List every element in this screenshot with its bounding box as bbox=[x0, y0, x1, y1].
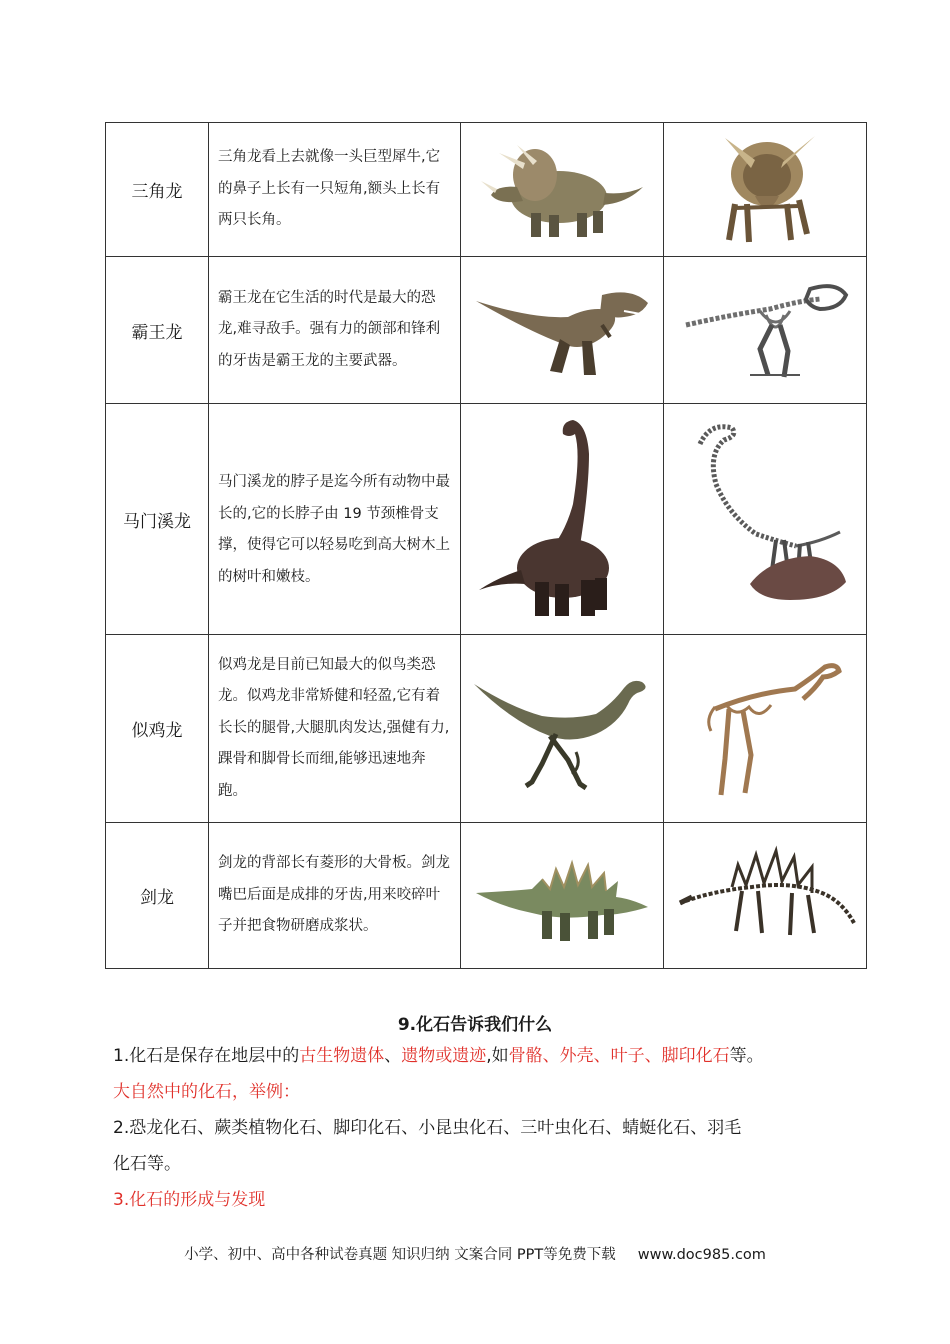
gallimimus-skeleton-icon bbox=[685, 659, 845, 799]
dinosaur-description: 剑龙的背部长有菱形的大骨板。剑龙嘴巴后面是成排的牙齿,用来咬碎叶子并把食物研磨成浆状。 bbox=[209, 823, 461, 969]
dinosaur-description: 似鸡龙是目前已知最大的似鸟类恐龙。似鸡龙非常矫健和轻盈,它有着长长的腿骨,大腿肌肉发达,强健有力,踝骨和脚骨长而细,能够迅速地奔跑。 bbox=[209, 635, 461, 823]
dinosaur-fossil-image bbox=[664, 823, 867, 969]
dinosaur-name: 剑龙 bbox=[106, 823, 209, 969]
text-segment: 等。 bbox=[729, 1046, 764, 1066]
dinosaur-model-image bbox=[461, 123, 664, 257]
dinosaur-model-image bbox=[461, 404, 664, 635]
text-segment: 、 bbox=[384, 1046, 402, 1066]
table-row bbox=[106, 635, 867, 823]
dinosaur-model-image bbox=[461, 635, 664, 823]
triceratops-skull-fossil-icon bbox=[695, 134, 835, 246]
mamenchisaurus-skeleton-icon bbox=[680, 414, 850, 624]
footer-url[interactable]: www.doc985.com bbox=[637, 1247, 766, 1263]
table-row bbox=[106, 404, 867, 635]
tyrannosaurus-skeleton-icon bbox=[680, 275, 850, 385]
dinosaur-name: 霸王龙 bbox=[106, 257, 209, 404]
paragraph-examples-line1: 2.恐龙化石、蕨类植物化石、脚印化石、小昆虫化石、三叶虫化石、蜻蜓化石、羽毛 bbox=[113, 1118, 742, 1138]
dinosaur-fossil-image bbox=[664, 123, 867, 257]
table-row bbox=[106, 123, 867, 257]
dinosaur-fossil-image bbox=[664, 635, 867, 823]
dinosaur-fossil-image bbox=[664, 404, 867, 635]
gallimimus-icon bbox=[472, 664, 652, 794]
dinosaur-model-image bbox=[461, 257, 664, 404]
highlight-text: 遗物或遗迹 bbox=[401, 1046, 487, 1066]
dinosaur-table bbox=[105, 122, 867, 969]
paragraph-formation-heading: 3.化石的形成与发现 bbox=[113, 1190, 266, 1210]
dinosaur-name: 似鸡龙 bbox=[106, 635, 209, 823]
highlight-text: 骨骼、外壳、叶子、脚印化石 bbox=[508, 1046, 730, 1066]
dinosaur-model-image bbox=[461, 823, 664, 969]
dinosaur-fossil-image bbox=[664, 257, 867, 404]
text-segment: ,如 bbox=[486, 1046, 509, 1066]
paragraph-examples-line2: 化石等。 bbox=[113, 1154, 181, 1174]
dinosaur-description: 马门溪龙的脖子是迄今所有动物中最长的,它的长脖子由 19 节颈椎骨支撑，使得它可以轻易吃到高大树木上的树叶和嫩枝。 bbox=[209, 404, 461, 635]
footer-text: 小学、初中、高中各种试卷真题 知识归纳 文案合同 PPT等免费下载 bbox=[184, 1247, 616, 1263]
table-row bbox=[106, 257, 867, 404]
paragraph-examples-heading: 大自然中的化石，举例： bbox=[113, 1082, 300, 1102]
page-footer bbox=[0, 1243, 950, 1264]
dinosaur-name: 马门溪龙 bbox=[106, 404, 209, 635]
tyrannosaurus-icon bbox=[472, 275, 652, 385]
mamenchisaurus-icon bbox=[477, 414, 647, 624]
dinosaur-description: 霸王龙在它生活的时代是最大的恐龙,难寻敌手。强有力的颌部和锋利的牙齿是霸王龙的主要武器。 bbox=[209, 257, 461, 404]
highlight-text: 古生物遗体 bbox=[299, 1046, 385, 1066]
section-title: 9.化石告诉我们什么 bbox=[397, 1015, 553, 1035]
paragraph-fossil-definition bbox=[113, 1039, 838, 1073]
dinosaur-description: 三角龙看上去就像一头巨型犀牛,它的鼻子上长有一只短角,额头上长有两只长角。 bbox=[209, 123, 461, 257]
text-segment: 1.化石是保存在地层中的 bbox=[113, 1046, 300, 1066]
stegosaurus-skeleton-icon bbox=[672, 841, 858, 951]
table-row bbox=[106, 823, 867, 969]
stegosaurus-icon bbox=[472, 841, 652, 951]
triceratops-icon bbox=[477, 135, 647, 245]
dinosaur-name: 三角龙 bbox=[106, 123, 209, 257]
